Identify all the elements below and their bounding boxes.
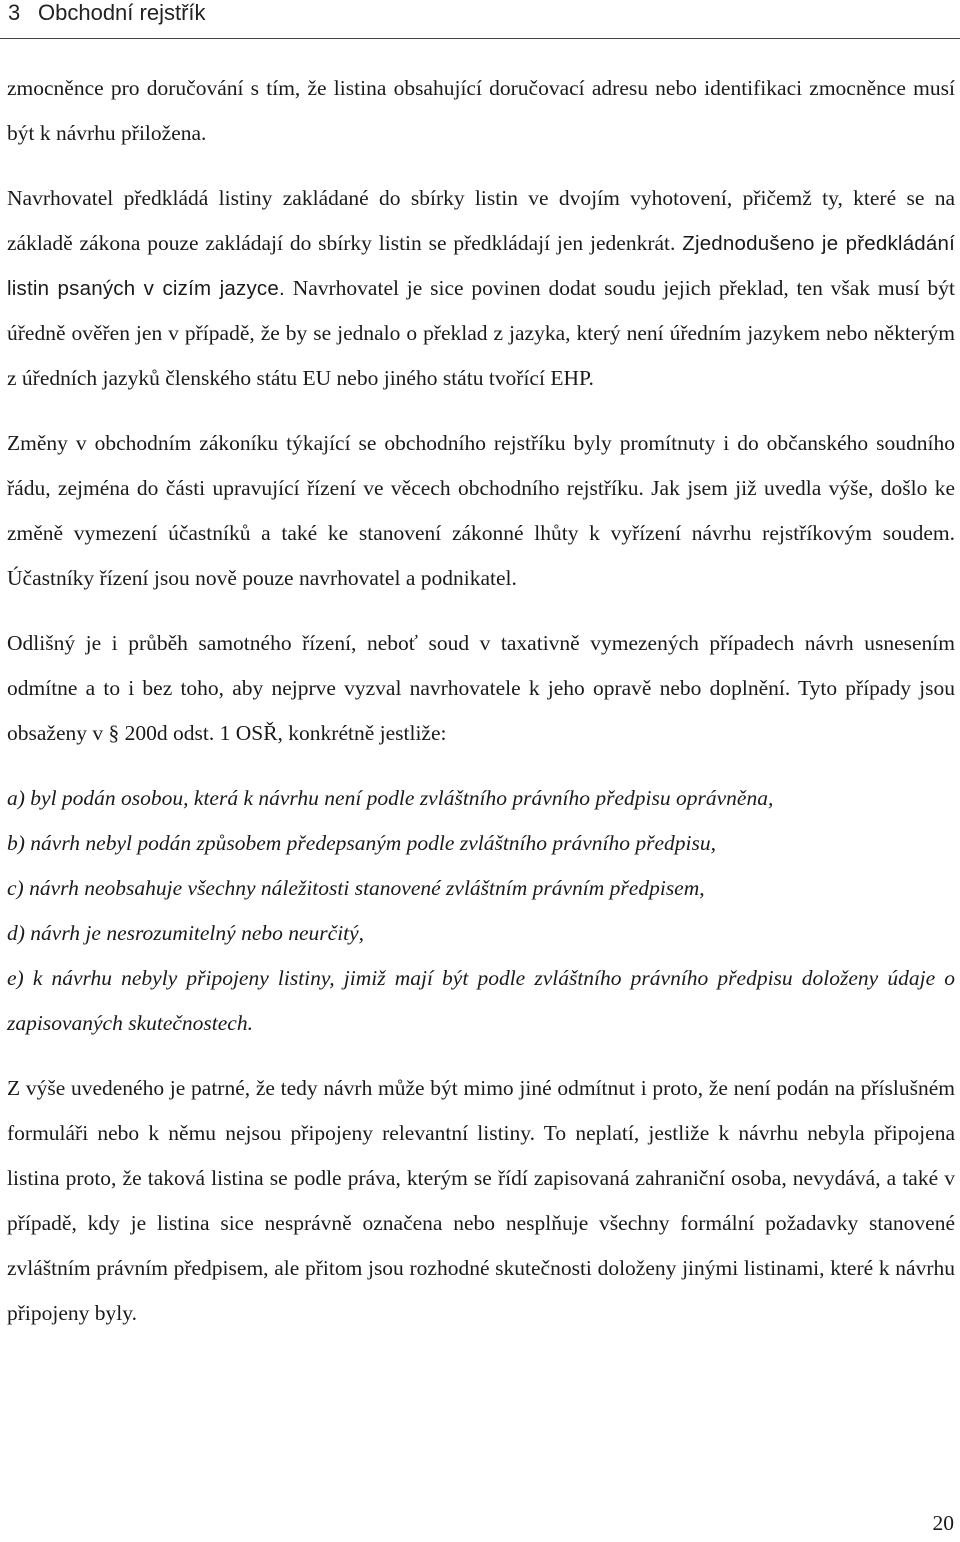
list-item-b: b) návrh nebyl podán způsobem předepsaným podle zvláštního právního předpisu,	[7, 831, 717, 855]
list-item-d: d) návrh je nesrozumitelný nebo neurčitý,	[7, 921, 365, 945]
paragraph-4: Odlišný je i průběh samotného řízení, neboť soud v taxativně vymezených případech návrh usnesením odmítne a to i bez toho, aby nejprve vyzval navrhovatele k jeho opravě nebo doplnění. Tyto případy jsou obsaženy v § 200d odst. 1 OSŘ, konkrétně jestliže:	[7, 631, 955, 745]
list-item-c: c) návrh neobsahuje všechny náležitosti stanovené zvláštním právním předpisem,	[7, 876, 705, 900]
rejection-conditions-list	[7, 776, 955, 1046]
list-item-e: e) k návrhu nebyly připojeny listiny, jimiž mají být podle zvláštního právního předpisu doloženy údaje o zapisovaných skutečnostech.	[7, 966, 955, 1035]
chapter-number: 3	[8, 0, 21, 25]
paragraph-3: Změny v obchodním zákoníku týkající se obchodního rejstříku byly promítnuty i do občanského soudního řádu, zejména do části upravující řízení ve věcech obchodního rejstříku. Jak jsem již uvedla výše, došlo ke změně vymezení účastníků a také ke stanovení zákonné lhůty k vyřízení návrhu rejstříkovým soudem. Účastníky řízení jsou nově pouze navrhovatel a podnikatel.	[7, 431, 955, 590]
paragraph-2-part-2: Navrhovatel je sice povinen dodat soudu jejich překlad, ten však musí být úředně ověřen jen v případě, že by se jednalo o překlad z jazyka, který není úředním jazykem nebo některým z úředních jazyků členského státu EU nebo jiného státu tvořící EHP.	[7, 276, 956, 390]
header-divider	[0, 38, 960, 39]
paragraph-2-sans-sentence: Zjednodušeno je předkládání listin psaných v cizím jazyce.	[7, 232, 955, 300]
list-item-a: a) byl podán osobou, která k návrhu není podle zvláštního právního předpisu oprávněna,	[7, 786, 774, 810]
paragraph-2-part-1: Navrhovatel předkládá listiny zakládané do sbírky listin ve dvojím vyhotovení, přičemž ty, které se na základě zákona pouze zakládají do sbírky listin se předkládají jen jedenkrát.	[7, 186, 955, 255]
paragraph-5: Z výše uvedeného je patrné, že tedy návrh může být mimo jiné odmítnut i proto, že není podán na příslušném formuláři nebo k němu nejsou připojeny relevantní listiny. To neplatí, jestliže k návrhu nebyla připojena listina proto, že taková listina se podle práva, kterým se řídí zapisovaná zahraniční osoba, nevydává, a také v případě, kdy je listina sice nesprávně označena nebo nesplňuje všechny formální požadavky stanovené zvláštním právním předpisem, ale přitom jsou rozhodné skutečnosti doloženy jinými listinami, které k návrhu připojeny byly.	[7, 1076, 955, 1325]
chapter-title: Obchodní rejstřík	[38, 0, 206, 25]
running-header	[8, 0, 952, 30]
page-number: 20	[932, 1511, 954, 1535]
paragraph-1: zmocněnce pro doručování s tím, že listina obsahující doručovací adresu nebo identifikaci zmocněnce musí být k návrhu přiložena.	[7, 76, 955, 145]
page-body	[7, 66, 955, 1356]
paragraph-2	[7, 176, 955, 401]
